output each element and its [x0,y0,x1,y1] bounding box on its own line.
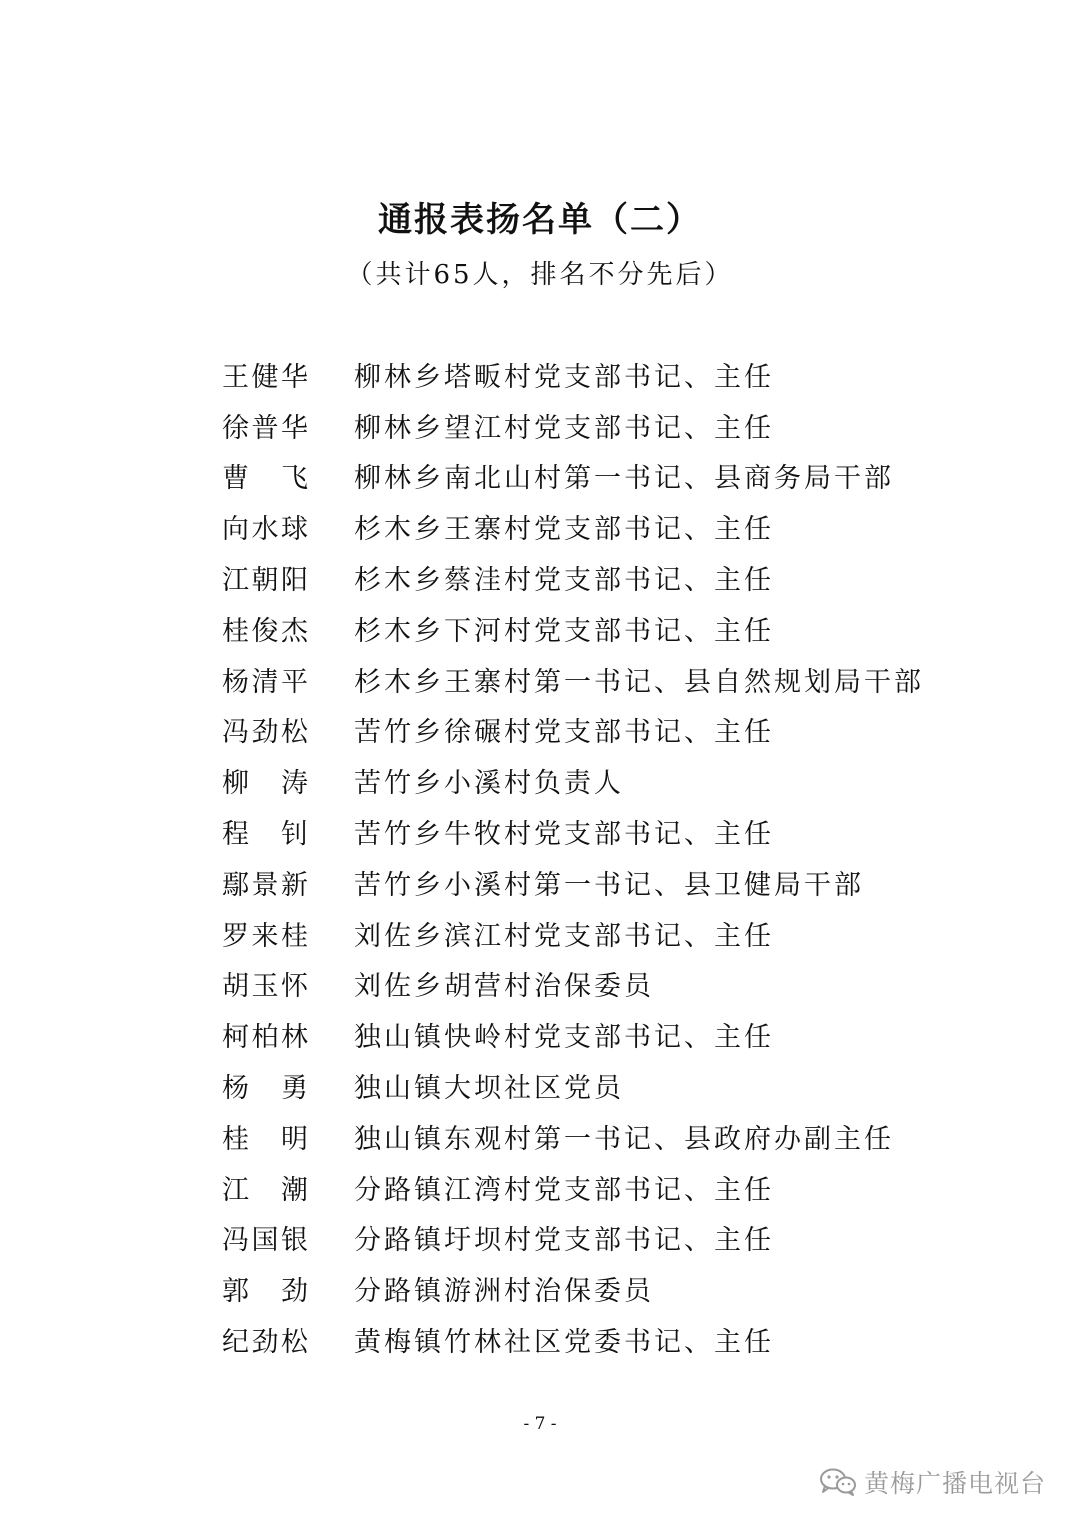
list-item [222,501,922,552]
wechat-icon [818,1467,858,1497]
list-item [222,349,922,400]
person-title: 独山镇东观村第一书记、县政府办副主任 [354,1123,894,1155]
list-item [222,806,922,857]
person-name: 向水球 [222,514,308,546]
person-title: 柳林乡塔畈村党支部书记、主任 [354,361,774,393]
person-title: 苦竹乡牛牧村党支部书记、主任 [354,819,774,851]
person-name: 徐普华 [222,412,308,444]
watermark-text: 黄梅广播电视台 [864,1469,1047,1498]
person-name: 程钊 [222,819,308,851]
person-title: 刘佐乡滨江村党支部书记、主任 [354,920,774,952]
page-title: 通报表扬名单（二） [378,200,702,240]
person-name: 桂俊杰 [222,615,308,647]
person-title: 苦竹乡徐碾村党支部书记、主任 [354,717,774,749]
person-title: 独山镇快岭村党支部书记、主任 [354,1022,774,1054]
list-item [222,400,922,451]
person-name: 杨勇 [222,1073,308,1105]
person-title: 杉木乡蔡洼村党支部书记、主任 [354,565,774,597]
person-title: 柳林乡望江村党支部书记、主任 [354,412,774,444]
person-name: 冯国银 [222,1225,308,1257]
watermark [818,1464,1046,1500]
person-name: 桂明 [222,1123,308,1155]
list-item [222,1213,922,1264]
person-name: 江潮 [222,1174,308,1206]
list-item [222,1162,922,1213]
person-title: 分路镇圩坝村党支部书记、主任 [354,1225,774,1257]
list-item [222,654,922,705]
list-item [222,451,922,502]
person-title: 黄梅镇竹林社区党委书记、主任 [354,1327,774,1359]
person-title: 独山镇大坝社区党员 [354,1073,624,1105]
list-item [222,1263,922,1314]
list-item [222,755,922,806]
person-title: 柳林乡南北山村第一书记、县商务局干部 [354,463,894,495]
person-name: 曹飞 [222,463,308,495]
person-name: 胡玉怀 [222,971,308,1003]
list-item [222,552,922,603]
person-name: 郭劲 [222,1276,308,1308]
person-title: 杉木乡王寨村党支部书记、主任 [354,514,774,546]
person-name: 杨清平 [222,666,308,698]
list-item [222,1060,922,1111]
page-number: - 7 - [523,1414,557,1434]
person-title: 苦竹乡小溪村负责人 [354,768,624,800]
list-item [222,1111,922,1162]
list-item [222,705,922,756]
person-name: 纪劲松 [222,1327,308,1359]
person-title: 杉木乡王寨村第一书记、县自然规划局干部 [354,666,924,698]
list-item [222,908,922,959]
person-title: 分路镇游洲村治保委员 [354,1276,654,1308]
person-name: 罗来桂 [222,920,308,952]
list-item [222,1314,922,1365]
person-title: 杉木乡下河村党支部书记、主任 [354,615,774,647]
person-title: 刘佐乡胡营村治保委员 [354,971,654,1003]
person-name: 冯劲松 [222,717,308,749]
person-name: 柳涛 [222,768,308,800]
person-name: 柯柏林 [222,1022,308,1054]
person-name: 鄢景新 [222,869,308,901]
list-item [222,1009,922,1060]
person-name: 王健华 [222,361,308,393]
honor-list [222,349,922,1365]
list-item [222,959,922,1010]
person-name: 江朝阳 [222,565,308,597]
list-item [222,857,922,908]
list-item [222,603,922,654]
page-subtitle: （共计65人，排名不分先后） [346,260,734,290]
person-title: 苦竹乡小溪村第一书记、县卫健局干部 [354,869,864,901]
person-title: 分路镇江湾村党支部书记、主任 [354,1174,774,1206]
